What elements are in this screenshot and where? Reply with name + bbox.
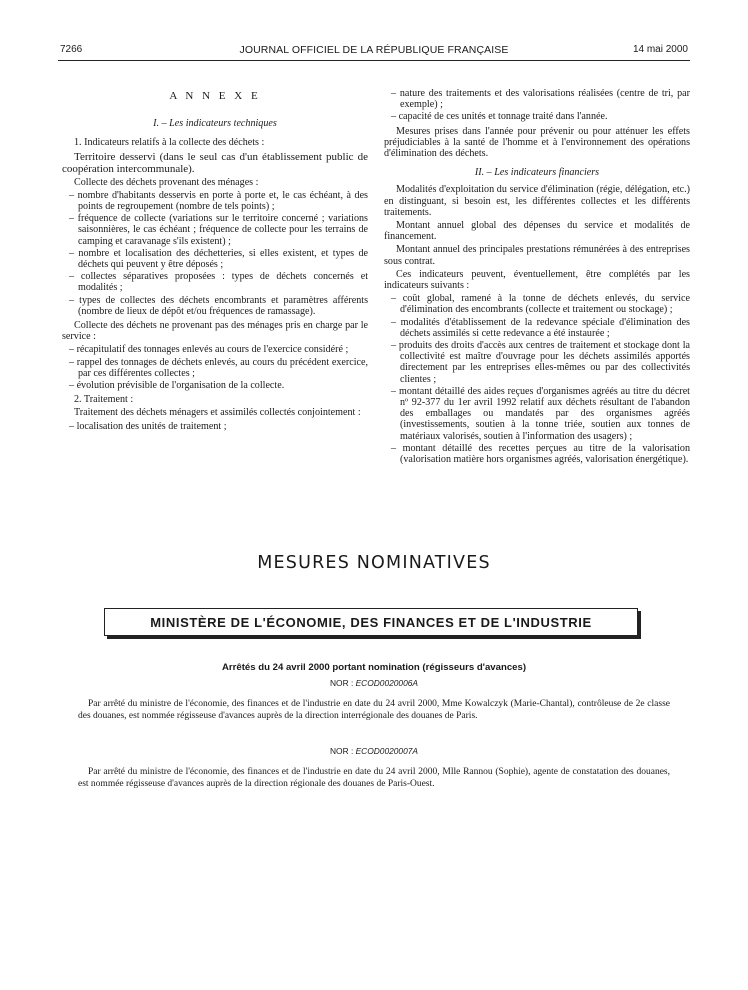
fin-list [384,293,690,465]
list-item: – coût global, ramené à la tonne de déchets enlevés, du service d'élimination des encombrants (collecte et traitement ou stockage) ; [391,293,690,316]
list-item: – nombre et localisation des déchetteries, si elles existent, et types de déchets qui peuvent y être déposés ; [69,247,368,271]
right-column [384,88,690,468]
nor-reference [0,746,748,756]
list-item: – produits des droits d'accès aux centres de traitement et stockage dont la collectivité est maître d'ouvrage pour les déchets assimilés apportés directement par les entreprises elles-mêmes ou par des collectivités clientes ; [391,340,690,385]
list-item: – fréquence de collecte (variations sur le territoire concerné ; variations saisonnières, le cas échéant ; fréquence de collecte pour les terrains de camping et caravanage s'ils existent) ; [69,213,368,247]
mesures-prises-paragraph: Mesures prises dans l'année pour prévenir ou pour atténuer les effets préjudiciables à la santé de l'homme et à l'environnement des opérations d'élimination des déchets. [384,125,690,160]
non-menages-list [62,344,368,391]
list-item: – collectes séparatives proposées : types de déchets concernés et modalités ; [69,271,368,294]
list-item: – modalités d'établissement de la redevance spéciale d'élimination des déchets assimilés si cette redevance a été instaurée ; [391,316,690,339]
arrete-title: Arrêtés du 24 avril 2000 portant nomination (régisseurs d'avances) [221,662,527,673]
arrete-paragraph: Par arrêté du ministre de l'économie, des finances et de l'industrie en date du 24 avril 2000, Mlle Rannou (Sophie), agente de constatation des douanes, est nommée régisseuse d'avances auprès de la direction régionale des douanes de Paris-Ouest. [78,767,670,789]
list-item: – récapitulatif des tonnages enlevés au cours de l'exercice considéré ; [69,344,349,356]
ministry-name: MINISTÈRE DE L'ÉCONOMIE, DES FINANCES ET DE L'INDUSTRIE [150,614,592,630]
menages-list [62,190,368,317]
list-item: – montant détaillé des recettes perçues au titre de la valorisation (valorisation matière hors organismes agréés, valorisation énergétique). [391,442,690,466]
fin-paragraph: Ces indicateurs peuvent, éventuellement, être complétés par les indicateurs suivants : [384,268,690,292]
territoire-paragraph: Territoire desservi (dans le seul cas d'un établissement public de coopération intercommunale). [62,150,368,175]
traitement-list-left [62,421,368,432]
list-item: – évolution prévisible de l'organisation de la collecte. [69,380,285,392]
left-column [62,88,368,435]
list-item: – rappel des tonnages de déchets enlevés, au cours du précédent exercice, par ces différentes collectes ; [69,356,368,379]
journal-title: JOURNAL OFFICIEL DE LA RÉPUBLIQUE FRANÇAISE [239,44,509,56]
ministry-banner [104,608,638,636]
section1-heading: I. – Les indicateurs techniques [153,118,277,130]
nor-reference [0,678,748,688]
sub-heading-traitement: 2. Traitement : [74,394,134,406]
traitement-intro: Traitement des déchets ménagers et assimilés collectés conjointement : [74,407,361,419]
fin-paragraph: Montant annuel global des dépenses du service et modalités de financement. [384,220,690,243]
nor-code: ECOD0020007A [355,746,418,756]
header-rule [58,60,690,61]
list-item: – types de collectes des déchets encombrants et paramètres afférents (nombre de lieux de dépôt et/ou fréquences de ramassage). [69,294,368,317]
fin-paragraph: Modalités d'exploitation du service d'élimination (régie, délégation, etc.) en distinguant, si besoin est, les différentes collectes et les différents traitements. [384,184,690,218]
traitement-list-right [384,88,690,123]
nor-code: ECOD0020006A [355,678,418,688]
fin-paragraph: Montant annuel des principales prestations rémunérées à des entreprises sous contrat. [384,244,690,267]
mesures-nominatives-heading: MESURES NOMINATIVES [257,553,491,573]
section2-heading: II. – Les indicateurs financiers [474,167,600,179]
sub-heading-collecte: 1. Indicateurs relatifs à la collecte des déchets : [74,137,265,149]
non-menages-intro: Collecte des déchets ne provenant pas des ménages pris en charge par le service : [62,320,368,343]
page-number: 7266 [60,44,83,55]
list-item: – localisation des unités de traitement ; [69,420,227,432]
list-item: – nature des traitements et des valorisations réalisées (centre de tri, par exemple) ; [391,88,690,111]
list-item: – capacité de ces unités et tonnage traité dans l'année. [391,111,608,123]
issue-date: 14 mai 2000 [632,44,688,55]
nor-label: NOR : [330,678,354,688]
annex-title: A N N E X E [169,90,261,102]
list-item: – montant détaillé des aides reçues d'organismes agréés au titre du décret nº 92-377 du 1er avril 1992 relatif aux déchets résultant de l'abandon des emballages ou mandatés par des organismes agréés (investissements, soutien à la tonne triée, soutien aux tonnes de matériaux valorisés, soutien à l'information des usagers) ; [391,385,690,442]
arrete-paragraph: Par arrêté du ministre de l'économie, des finances et de l'industrie en date du 24 avril 2000, Mme Kowalczyk (Marie-Chantal), contrôleuse de 2e classe des douanes, est nommée régisseuse d'avances auprès de la direction interrégionale des douanes de Paris. [78,699,670,721]
menages-intro: Collecte des déchets provenant des ménages : [74,176,259,188]
nor-label: NOR : [330,746,354,756]
list-item: – nombre d'habitants desservis en porte à porte et, le cas échéant, à des points de regroupement (nombre de tels points) ; [69,189,368,213]
